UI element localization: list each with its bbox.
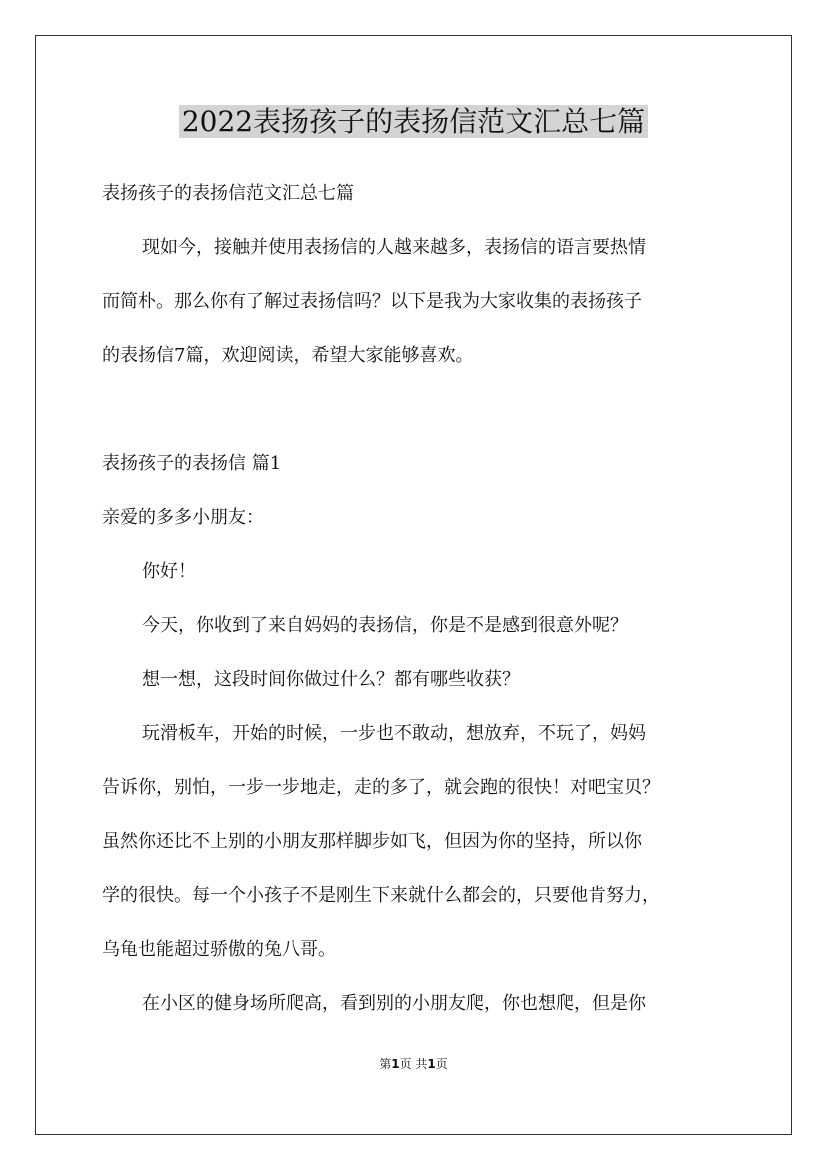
- page-total: 1: [427, 1057, 436, 1071]
- page-prefix: 第: [379, 1057, 392, 1071]
- salutation: 亲爱的多多小朋友：: [102, 507, 264, 528]
- paragraph-line: 告诉你，别怕，一步一步地走，走的多了，就会跑的很快！对吧宝贝？: [102, 777, 660, 798]
- page-number: 1: [391, 1057, 400, 1071]
- paragraph-line: 学的很快。每一个小孩子不是刚生下来就什么都会的，只要他肯努力，: [102, 885, 660, 906]
- paragraph-line: 玩滑板车，开始的时候，一步也不敢动，想放弃，不玩了，妈妈: [142, 723, 646, 744]
- paragraph-line: 想一想，这段时间你做过什么？都有哪些收获？: [142, 669, 520, 690]
- page-suffix: 页: [435, 1057, 448, 1071]
- document-body: [102, 176, 742, 1022]
- page-mid: 页 共: [399, 1057, 428, 1071]
- document-title-text: 2022表扬孩子的表扬信范文汇总七篇: [179, 105, 648, 138]
- document-subtitle: 表扬孩子的表扬信范文汇总七篇: [102, 183, 354, 204]
- section-heading: 表扬孩子的表扬信 篇1: [102, 453, 282, 474]
- greeting: 你好！: [142, 561, 196, 582]
- intro-line: 现如今，接触并使用表扬信的人越来越多，表扬信的语言要热情: [142, 237, 646, 258]
- paragraph-line: 在小区的健身场所爬高，看到别的小朋友爬，你也想爬，但是你: [142, 993, 646, 1014]
- intro-line: 而简朴。那么你有了解过表扬信吗？以下是我为大家收集的表扬孩子: [102, 291, 642, 312]
- intro-line: 的表扬信7篇，欢迎阅读，希望大家能够喜欢。: [102, 345, 474, 366]
- document-title: [0, 100, 827, 144]
- page-footer: [0, 1055, 827, 1073]
- paragraph-line: 虽然你还比不上别的小朋友那样脚步如飞，但因为你的坚持，所以你: [102, 831, 642, 852]
- paragraph-line: 乌龟也能超过骄傲的兔八哥。: [102, 939, 336, 960]
- paragraph-line: 今天，你收到了来自妈妈的表扬信，你是不是感到很意外呢？: [142, 615, 628, 636]
